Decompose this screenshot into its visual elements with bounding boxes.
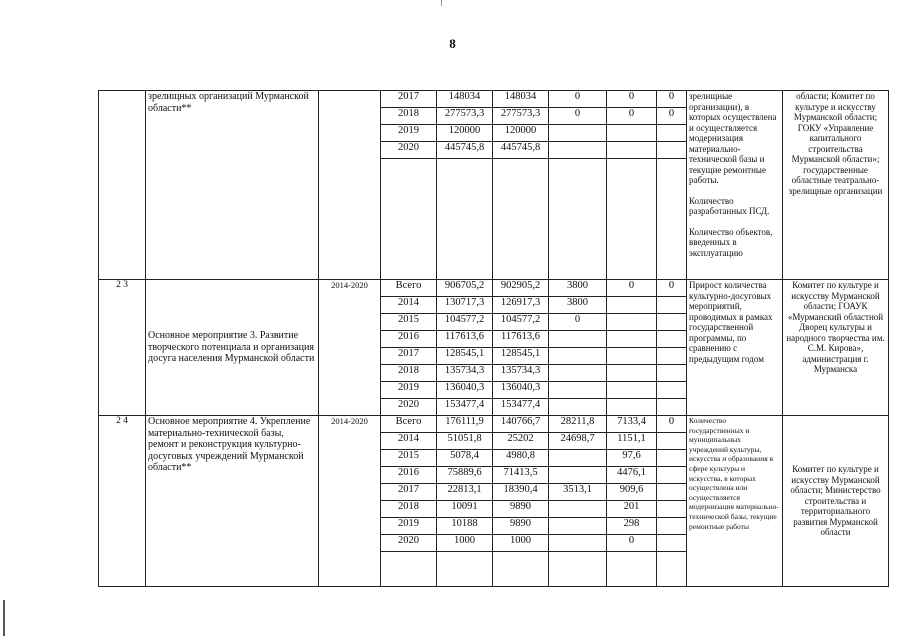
federal-budget-cell xyxy=(549,142,607,159)
regional-budget-cell: 445745,8 xyxy=(493,142,549,159)
indicator xyxy=(687,280,783,416)
other-sources-cell xyxy=(657,518,687,535)
total-cell: 906705,2 xyxy=(437,280,493,297)
federal-budget-cell xyxy=(549,501,607,518)
local-budget-cell: 909,6 xyxy=(607,484,657,501)
indicator-line: Количество государственных и муниципальных учреждений культуры, искусства и образования в сфере культуры и искусства, в которых осуществлена или осуществляется модернизация материально-технической базы, текущие ремонтные работы xyxy=(689,416,779,531)
empty-cell xyxy=(607,159,657,280)
regional-budget-cell: 128545,1 xyxy=(493,348,549,365)
federal-budget-cell: 3513,1 xyxy=(549,484,607,501)
year-cell: 2018 xyxy=(381,108,437,125)
year-cell: 2014 xyxy=(381,297,437,314)
local-budget-cell xyxy=(607,125,657,142)
federal-budget-cell: 3800 xyxy=(549,280,607,297)
local-budget-cell: 201 xyxy=(607,501,657,518)
other-sources-cell xyxy=(657,467,687,484)
indicator-gap xyxy=(689,217,780,227)
regional-budget-cell: 104577,2 xyxy=(493,314,549,331)
federal-budget-cell: 0 xyxy=(549,91,607,108)
total-cell: 128545,1 xyxy=(437,348,493,365)
year-cell: 2020 xyxy=(381,535,437,552)
local-budget-cell xyxy=(607,314,657,331)
federal-budget-cell: 24698,7 xyxy=(549,433,607,450)
local-budget-cell: 4476,1 xyxy=(607,467,657,484)
table-row xyxy=(99,91,889,108)
year-cell: 2018 xyxy=(381,501,437,518)
federal-budget-cell xyxy=(549,331,607,348)
executor: Комитет по культуре и искусству Мурманской области; ГОАУК «Мурманский областной Дворец культуры и народного творчества им. С.М. Кирова», администрация г. Мурманска xyxy=(783,280,889,416)
activity-name: Основное мероприятие 3. Развитие творческого потенциала и организация досуга населения Мурманской области xyxy=(146,280,319,416)
federal-budget-cell xyxy=(549,467,607,484)
regional-budget-cell: 126917,3 xyxy=(493,297,549,314)
other-sources-cell: 0 xyxy=(657,280,687,297)
year-cell: 2014 xyxy=(381,433,437,450)
local-budget-cell: 97,6 xyxy=(607,450,657,467)
year-cell: 2015 xyxy=(381,314,437,331)
regional-budget-cell: 117613,6 xyxy=(493,331,549,348)
empty-cell xyxy=(657,552,687,587)
total-cell: 130717,3 xyxy=(437,297,493,314)
regional-budget-cell: 153477,4 xyxy=(493,399,549,416)
regional-budget-cell: 71413,5 xyxy=(493,467,549,484)
indicator-line: зрелищные организации), в которых осуществлена и осуществляется модернизация материально-технической базы и текущие ремонтные работы. xyxy=(689,91,777,185)
federal-budget-cell xyxy=(549,365,607,382)
regional-budget-cell: 136040,3 xyxy=(493,382,549,399)
federal-budget-cell: 0 xyxy=(549,314,607,331)
year-cell: Всего xyxy=(381,416,437,433)
regional-budget-cell: 120000 xyxy=(493,125,549,142)
other-sources-cell xyxy=(657,399,687,416)
local-budget-cell xyxy=(607,331,657,348)
other-sources-cell xyxy=(657,125,687,142)
indicator xyxy=(687,91,783,280)
local-budget-cell xyxy=(607,142,657,159)
local-budget-cell xyxy=(607,297,657,314)
executor: области; Комитет по культуре и искусству Мурманской области; ГОКУ «Управление капитального строительства Мурманской области»; государственные областные театрально-зрелищные организации xyxy=(783,91,889,280)
program-table xyxy=(98,90,889,587)
federal-budget-cell: 28211,8 xyxy=(549,416,607,433)
year-cell: 2020 xyxy=(381,142,437,159)
federal-budget-cell xyxy=(549,399,607,416)
total-cell: 176111,9 xyxy=(437,416,493,433)
other-sources-cell xyxy=(657,142,687,159)
period: 2014-2020 xyxy=(319,280,381,416)
other-sources-cell xyxy=(657,535,687,552)
empty-cell xyxy=(607,552,657,587)
year-cell: 2019 xyxy=(381,382,437,399)
empty-cell xyxy=(437,552,493,587)
total-cell: 136040,3 xyxy=(437,382,493,399)
period xyxy=(319,91,381,280)
local-budget-cell: 0 xyxy=(607,535,657,552)
regional-budget-cell: 902905,2 xyxy=(493,280,549,297)
regional-budget-cell: 9890 xyxy=(493,518,549,535)
regional-budget-cell: 4980,8 xyxy=(493,450,549,467)
federal-budget-cell xyxy=(549,518,607,535)
empty-cell xyxy=(493,552,549,587)
other-sources-cell xyxy=(657,331,687,348)
other-sources-cell xyxy=(657,450,687,467)
federal-budget-cell xyxy=(549,450,607,467)
regional-budget-cell: 25202 xyxy=(493,433,549,450)
page-number: 8 xyxy=(449,36,456,51)
total-cell: 120000 xyxy=(437,125,493,142)
local-budget-cell: 1151,1 xyxy=(607,433,657,450)
regional-budget-cell: 18390,4 xyxy=(493,484,549,501)
regional-budget-cell: 1000 xyxy=(493,535,549,552)
year-cell: 2016 xyxy=(381,467,437,484)
total-cell: 135734,3 xyxy=(437,365,493,382)
year-cell: 2019 xyxy=(381,125,437,142)
empty-cell xyxy=(493,159,549,280)
scan-mark xyxy=(441,0,442,6)
local-budget-cell: 0 xyxy=(607,108,657,125)
indicator xyxy=(687,416,783,587)
total-cell: 51051,8 xyxy=(437,433,493,450)
other-sources-cell xyxy=(657,297,687,314)
other-sources-cell: 0 xyxy=(657,416,687,433)
federal-budget-cell: 0 xyxy=(549,108,607,125)
indicator-gap xyxy=(689,186,780,196)
year-cell: 2018 xyxy=(381,365,437,382)
federal-budget-cell xyxy=(549,382,607,399)
local-budget-cell xyxy=(607,382,657,399)
activity-name: Основное мероприятие 4. Укрепление материально-технической базы, ремонт и реконструкция культурно-досуговых учреждений Мурманской области** xyxy=(146,416,319,587)
year-cell: Всего xyxy=(381,280,437,297)
other-sources-cell: 0 xyxy=(657,91,687,108)
empty-cell xyxy=(549,159,607,280)
total-cell: 104577,2 xyxy=(437,314,493,331)
total-cell: 117613,6 xyxy=(437,331,493,348)
regional-budget-cell: 277573,3 xyxy=(493,108,549,125)
empty-cell xyxy=(381,552,437,587)
year-cell: 2020 xyxy=(381,399,437,416)
federal-budget-cell xyxy=(549,535,607,552)
empty-cell xyxy=(549,552,607,587)
regional-budget-cell: 148034 xyxy=(493,91,549,108)
total-cell: 10188 xyxy=(437,518,493,535)
total-cell: 153477,4 xyxy=(437,399,493,416)
table-row xyxy=(99,416,889,433)
total-cell: 445745,8 xyxy=(437,142,493,159)
regional-budget-cell: 140766,7 xyxy=(493,416,549,433)
total-cell: 1000 xyxy=(437,535,493,552)
other-sources-cell xyxy=(657,382,687,399)
regional-budget-cell: 9890 xyxy=(493,501,549,518)
local-budget-cell: 0 xyxy=(607,91,657,108)
local-budget-cell xyxy=(607,348,657,365)
row-number: 2 4 xyxy=(99,416,146,587)
federal-budget-cell xyxy=(549,348,607,365)
local-budget-cell: 0 xyxy=(607,280,657,297)
period: 2014-2020 xyxy=(319,416,381,587)
total-cell: 5078,4 xyxy=(437,450,493,467)
empty-cell xyxy=(437,159,493,280)
total-cell: 22813,1 xyxy=(437,484,493,501)
total-cell: 148034 xyxy=(437,91,493,108)
scan-margin-line xyxy=(3,600,5,636)
other-sources-cell xyxy=(657,433,687,450)
row-number xyxy=(99,91,146,280)
total-cell: 75889,6 xyxy=(437,467,493,484)
year-cell: 2017 xyxy=(381,91,437,108)
local-budget-cell xyxy=(607,365,657,382)
other-sources-cell xyxy=(657,501,687,518)
executor: Комитет по культуре и искусству Мурманской области; Министерство строительства и территориального развития Мурманской области xyxy=(783,416,889,587)
other-sources-cell xyxy=(657,365,687,382)
year-cell: 2016 xyxy=(381,331,437,348)
empty-cell xyxy=(381,159,437,280)
indicator-line: Прирост количества культурно-досуговых мероприятий, проводимых в рамках государственной программы, по сравнению с предыдущим годом xyxy=(689,280,773,364)
total-cell: 10091 xyxy=(437,501,493,518)
year-cell: 2015 xyxy=(381,450,437,467)
total-cell: 277573,3 xyxy=(437,108,493,125)
year-cell: 2019 xyxy=(381,518,437,535)
other-sources-cell xyxy=(657,484,687,501)
regional-budget-cell: 135734,3 xyxy=(493,365,549,382)
other-sources-cell xyxy=(657,314,687,331)
other-sources-cell: 0 xyxy=(657,108,687,125)
federal-budget-cell xyxy=(549,125,607,142)
indicator-line: Количество разработанных ПСД. xyxy=(689,195,770,216)
row-number: 2 3 xyxy=(99,280,146,416)
local-budget-cell xyxy=(607,399,657,416)
year-cell: 2017 xyxy=(381,348,437,365)
year-cell: 2017 xyxy=(381,484,437,501)
federal-budget-cell: 3800 xyxy=(549,297,607,314)
table-row xyxy=(99,280,889,297)
local-budget-cell: 298 xyxy=(607,518,657,535)
other-sources-cell xyxy=(657,348,687,365)
indicator-line: Количество объектов, введенных в эксплуатацию xyxy=(689,226,773,258)
empty-cell xyxy=(657,159,687,280)
activity-name: зрелищных организаций Мурманской области** xyxy=(146,91,319,280)
local-budget-cell: 7133,4 xyxy=(607,416,657,433)
